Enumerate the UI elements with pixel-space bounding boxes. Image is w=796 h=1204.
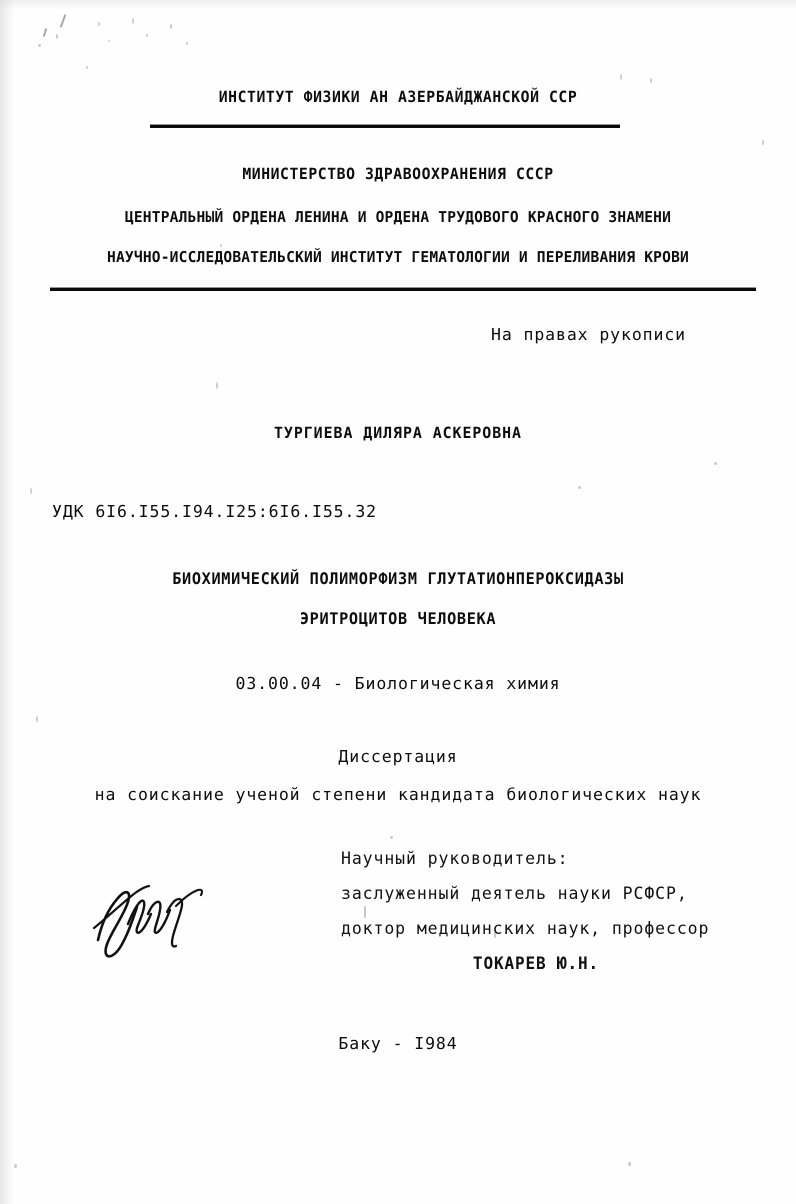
- scan-speckle: [86, 66, 88, 69]
- scan-speckle: [170, 24, 172, 29]
- header-divider-rule-top: [150, 125, 620, 128]
- scan-speckle: [186, 42, 188, 45]
- supervisor-honorific: заслуженный деятель науки РСФСР,: [341, 884, 688, 903]
- scan-speckle: [98, 22, 100, 26]
- author-name: ТУРГИЕВА ДИЛЯРА АСКЕРОВНА: [274, 424, 522, 442]
- scan-speckle: [220, 244, 222, 247]
- supervisor-rank: доктор медицинских наук, профессор: [341, 919, 710, 938]
- scan-speckle: [14, 1164, 17, 1168]
- imprint-city-year: Баку - I984: [338, 1034, 458, 1053]
- scan-speckle: [38, 44, 41, 47]
- scan-speckle: [36, 716, 38, 722]
- organization-line-1: ЦЕНТРАЛЬНЫЙ ОРДЕНА ЛЕНИНА И ОРДЕНА ТРУДОВОГО КРАСНОГО ЗНАМЕНИ: [124, 208, 672, 226]
- scan-speckle: [132, 18, 134, 24]
- specialty-code: 03.00.04 - Биологическая химия: [235, 674, 561, 693]
- scan-speckle: [146, 34, 148, 37]
- scan-speckle: [30, 488, 32, 494]
- supervisor-block: [341, 849, 731, 973]
- scan-speckle: [60, 14, 67, 28]
- dissertation-title-line-1: БИОХИМИЧЕСКИЙ ПОЛИМОРФИЗМ ГЛУТАТИОНПЕРОКСИДАЗЫ: [172, 569, 624, 588]
- page-edge-shading-top: [0, 0, 796, 10]
- scan-speckle: [390, 836, 393, 839]
- udk-code: УДК 6I6.I55.I94.I25:6I6.I55.32: [52, 502, 378, 521]
- degree-purpose: на соискание ученой степени кандидата биологических наук: [94, 785, 702, 804]
- supervisor-label: Научный руководитель:: [341, 849, 569, 868]
- scan-speckle: [43, 28, 48, 37]
- scan-speckle: [650, 78, 652, 83]
- scan-speckle: [56, 34, 58, 39]
- scan-speckle: [762, 140, 764, 145]
- page-edge-shading-left: [0, 0, 14, 1204]
- ministry-line: МИНИСТЕРСТВО ЗДРАВООХРАНЕНИЯ СССР: [242, 165, 554, 183]
- scan-speckle: [578, 486, 581, 489]
- institute-line: ИНСТИТУТ ФИЗИКИ АН АЗЕРБАЙДЖАНСКОЙ ССР: [218, 88, 578, 106]
- scan-speckle: [620, 74, 622, 80]
- supervisor-name: ТОКАРЕВ Ю.Н.: [472, 954, 600, 973]
- handwritten-signature: [88, 862, 218, 972]
- scan-speckle: [628, 1162, 631, 1166]
- rights-notice: На правах рукописи: [491, 325, 687, 344]
- dissertation-title-line-2: ЭРИТРОЦИТОВ ЧЕЛОВЕКА: [299, 609, 497, 628]
- scan-speckle: [216, 382, 218, 389]
- degree-kind: Диссертация: [338, 747, 458, 766]
- header-divider-rule-bottom: [50, 288, 756, 291]
- organization-line-2: НАУЧНО-ИССЛЕДОВАТЕЛЬСКИЙ ИНСТИТУТ ГЕМАТОЛОГИИ И ПЕРЕЛИВАНИЯ КРОВИ: [107, 248, 690, 266]
- scan-speckle: [714, 462, 717, 465]
- scan-speckle: [108, 40, 110, 42]
